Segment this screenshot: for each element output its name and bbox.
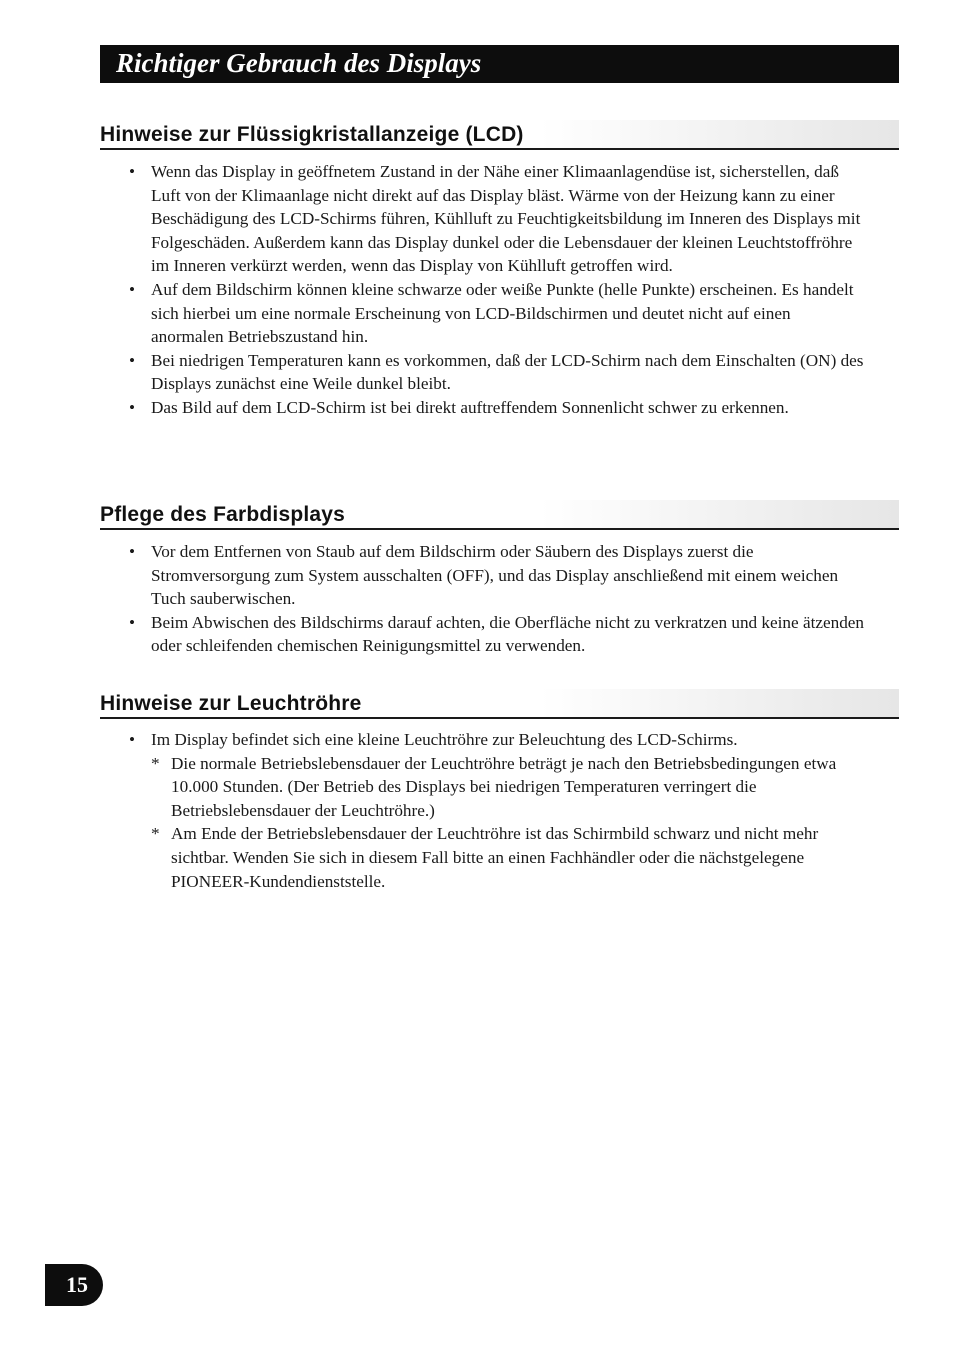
- page-number: 15: [45, 1264, 103, 1306]
- note-item: * Die normale Betriebslebensdauer der Leuchtröhre beträgt je nach den Betriebsbedingungen etwa 10.000 Stunden. (Der Betrieb des Displays bei niedrigen Temperaturen verringert die Betriebslebensdauer der Leuchtröhre.): [151, 752, 867, 823]
- list-item: • Wenn das Display in geöffnetem Zustand in der Nähe einer Klimaanlagendüse ist, sicherstellen, daß Luft von der Klimaanlage nicht direkt auf das Display bläst. Wärme von der Heizung kann zu einer Beschädigung des LCD-Schirms führen, Kühlluft zu Feuchtigkeitsbildung im Inneren des Displays mit Folgeschäden. Außerdem kann das Display dunkel oder die Lebensdauer der kleinen Leuchtstoffröhre im Inneren verkürzt werden, wenn das Display von Kühlluft getroffen wird.: [100, 160, 867, 278]
- list-item: • Das Bild auf dem LCD-Schirm ist bei direkt auftreffendem Sonnenlicht schwer zu erkennen.: [100, 396, 867, 420]
- section-heading-care: Pflege des Farbdisplays: [100, 503, 346, 526]
- list-item: • Auf dem Bildschirm können kleine schwarze oder weiße Punkte (helle Punkte) erscheinen. Es handelt sich hierbei um eine normale Erscheinung von LCD-Bildschirmen und deutet nicht auf einen anormalen Betriebszustand hin.: [100, 278, 867, 349]
- section-care: [100, 500, 899, 658]
- list-item-text: Im Display befindet sich eine kleine Leuchtröhre zur Beleuchtung des LCD-Schirms.: [151, 730, 738, 749]
- section-header: [100, 689, 899, 719]
- section-heading-lcd: Hinweise zur Flüssigkristallanzeige (LCD): [100, 123, 524, 146]
- list-item: • Bei niedrigen Temperaturen kann es vorkommen, daß der LCD-Schirm nach dem Einschalten (ON) des Displays zunächst eine Weile dunkel bleibt.: [100, 349, 867, 396]
- list-item: • Beim Abwischen des Bildschirms darauf achten, die Oberfläche nicht zu verkratzen und keine ätzenden oder schleifenden chemischen Reinigungsmittel zu verwenden.: [100, 611, 867, 658]
- bullet-list: [100, 540, 899, 658]
- section-lcd: [100, 120, 899, 420]
- bullet-list: [100, 160, 899, 420]
- section-heading-lamp: Hinweise zur Leuchtröhre: [100, 692, 362, 715]
- note-list: [151, 752, 867, 894]
- note-item: * Am Ende der Betriebslebensdauer der Leuchtröhre ist das Schirmbild schwarz und nicht mehr sichtbar. Wenden Sie sich in diesem Fall bitte an einen Fachhändler oder die nächstgelegene PIONEER-Kundendienststelle.: [151, 822, 867, 893]
- section-header: [100, 120, 899, 150]
- bullet-list: [100, 728, 899, 893]
- list-item: [100, 728, 867, 893]
- page-title: Richtiger Gebrauch des Displays: [100, 45, 899, 83]
- section-header: [100, 500, 899, 530]
- section-lamp: [100, 689, 899, 893]
- list-item: • Vor dem Entfernen von Staub auf dem Bildschirm oder Säubern des Displays zuerst die Stromversorgung zum System ausschalten (OFF), und das Display anschließend mit einem weichen Tuch sauberwischen.: [100, 540, 867, 611]
